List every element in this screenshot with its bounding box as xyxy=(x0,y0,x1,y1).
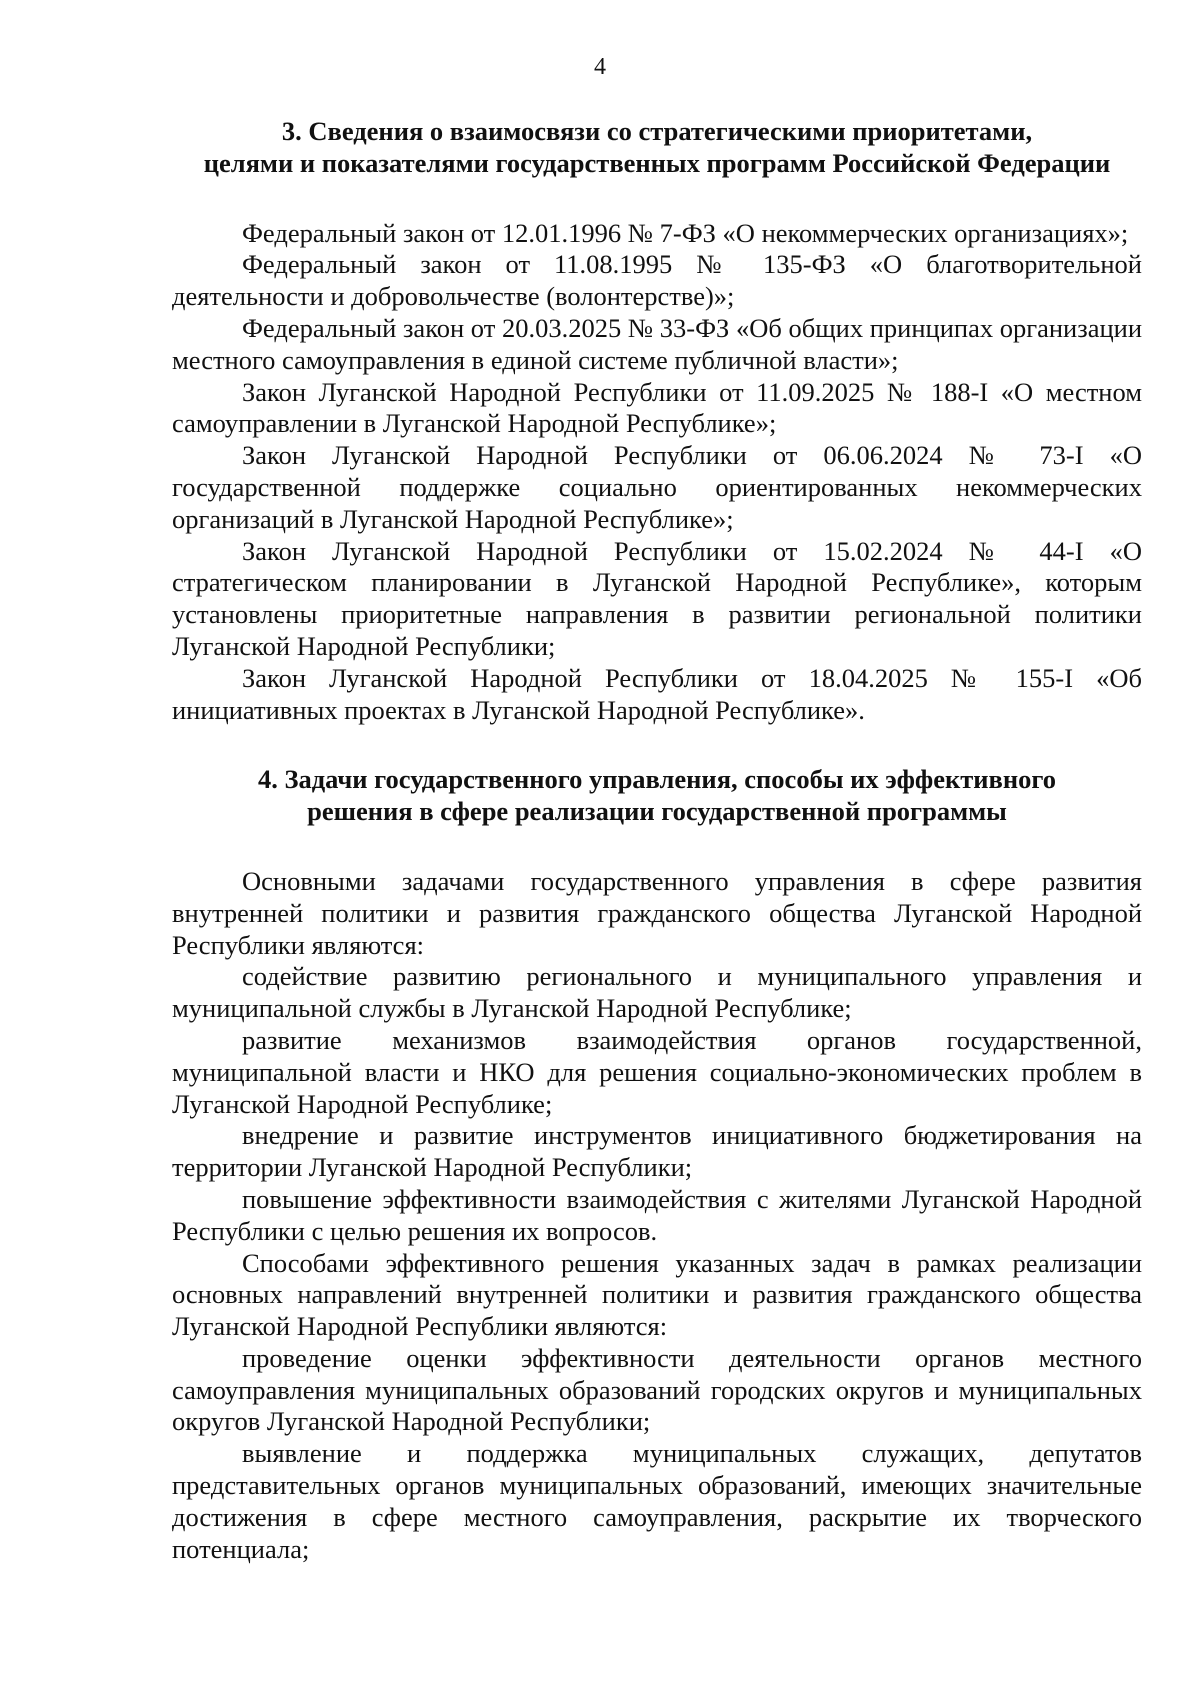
law-paragraph: Закон Луганской Народной Республики от 18.04.2025 № 155-I «Об инициативных проектах в Луганской Народной Республике». xyxy=(172,662,1142,725)
section-4-body xyxy=(172,866,1142,1566)
section-3-title xyxy=(172,116,1142,180)
law-paragraph: Федеральный закон от 11.08.1995 № 135-ФЗ «О благотворительной деятельности и добровольчестве (волонтерстве)»; xyxy=(172,249,1142,312)
section-3-title-line-2: целями и показателями государственных программ Российской Федерации xyxy=(203,147,1111,178)
method-paragraph: проведение оценки эффективности деятельности органов местного самоуправления муниципальных образований городских округов и муниципальных округов Луганской Народной Республики; xyxy=(172,1342,1142,1437)
body-paragraph: Способами эффективного решения указанных задач в рамках реализации основных направлений внутренней политики и развития гражданского общества Луганской Народной Республики являются: xyxy=(172,1247,1142,1342)
law-paragraph: Закон Луганской Народной Республики от 15.02.2024 № 44-I «О стратегическом планировании в Луганской Народной Республике», которым установлены приоритетные направления в развитии региональной политики Луганской Народной Республики; xyxy=(172,535,1142,661)
method-paragraph: выявление и поддержка муниципальных служащих, депутатов представительных органов муниципальных образований, имеющих значительные достижения в сфере местного самоуправления, раскрытие их творческого потенциала; xyxy=(172,1438,1142,1564)
law-paragraph: Федеральный закон от 12.01.1996 № 7-ФЗ «О некоммерческих организациях»; xyxy=(242,217,1129,248)
body-paragraph: Основными задачами государственного управления в сфере развития внутренней политики и развития гражданского общества Луганской Народной Республики являются: xyxy=(172,865,1142,960)
task-paragraph: внедрение и развитие инструментов инициативного бюджетирования на территории Луганской Народной Республики; xyxy=(172,1120,1142,1183)
section-4-title-line-2: решения в сфере реализации государственной программы xyxy=(307,796,1007,827)
section-3-body xyxy=(172,218,1142,727)
section-4-title xyxy=(172,764,1142,828)
law-paragraph: Закон Луганской Народной Республики от 06.06.2024 № 73-I «О государственной поддержке социально ориентированных некоммерческих организаций в Луганской Народной Республике»; xyxy=(172,440,1142,534)
task-paragraph: повышение эффективности взаимодействия с жителями Луганской Народной Республики с целью решения их вопросов. xyxy=(172,1183,1142,1246)
document-body xyxy=(172,116,1142,1565)
law-paragraph: Федеральный закон от 20.03.2025 № 33-ФЗ «Об общих принципах организации местного самоуправления в единой системе публичной власти»; xyxy=(172,312,1142,375)
task-paragraph: развитие механизмов взаимодействия органов государственной, муниципальной власти и НКО для решения социально-экономических проблем в Луганской Народной Республике; xyxy=(172,1024,1142,1119)
section-3-title-line-1: 3. Сведения о взаимосвязи со стратегическими приоритетами, xyxy=(281,116,1033,146)
law-paragraph: Закон Луганской Народной Республики от 11.09.2025 № 188-I «О местном самоуправлении в Луганской Народной Республике»; xyxy=(172,376,1142,439)
task-paragraph: содействие развитию регионального и муниципального управления и муниципальной службы в Луганской Народной Республике; xyxy=(172,961,1142,1024)
page-number: 4 xyxy=(594,54,606,80)
section-4-title-line-1: 4. Задачи государственного управления, способы их эффективного xyxy=(257,764,1057,795)
